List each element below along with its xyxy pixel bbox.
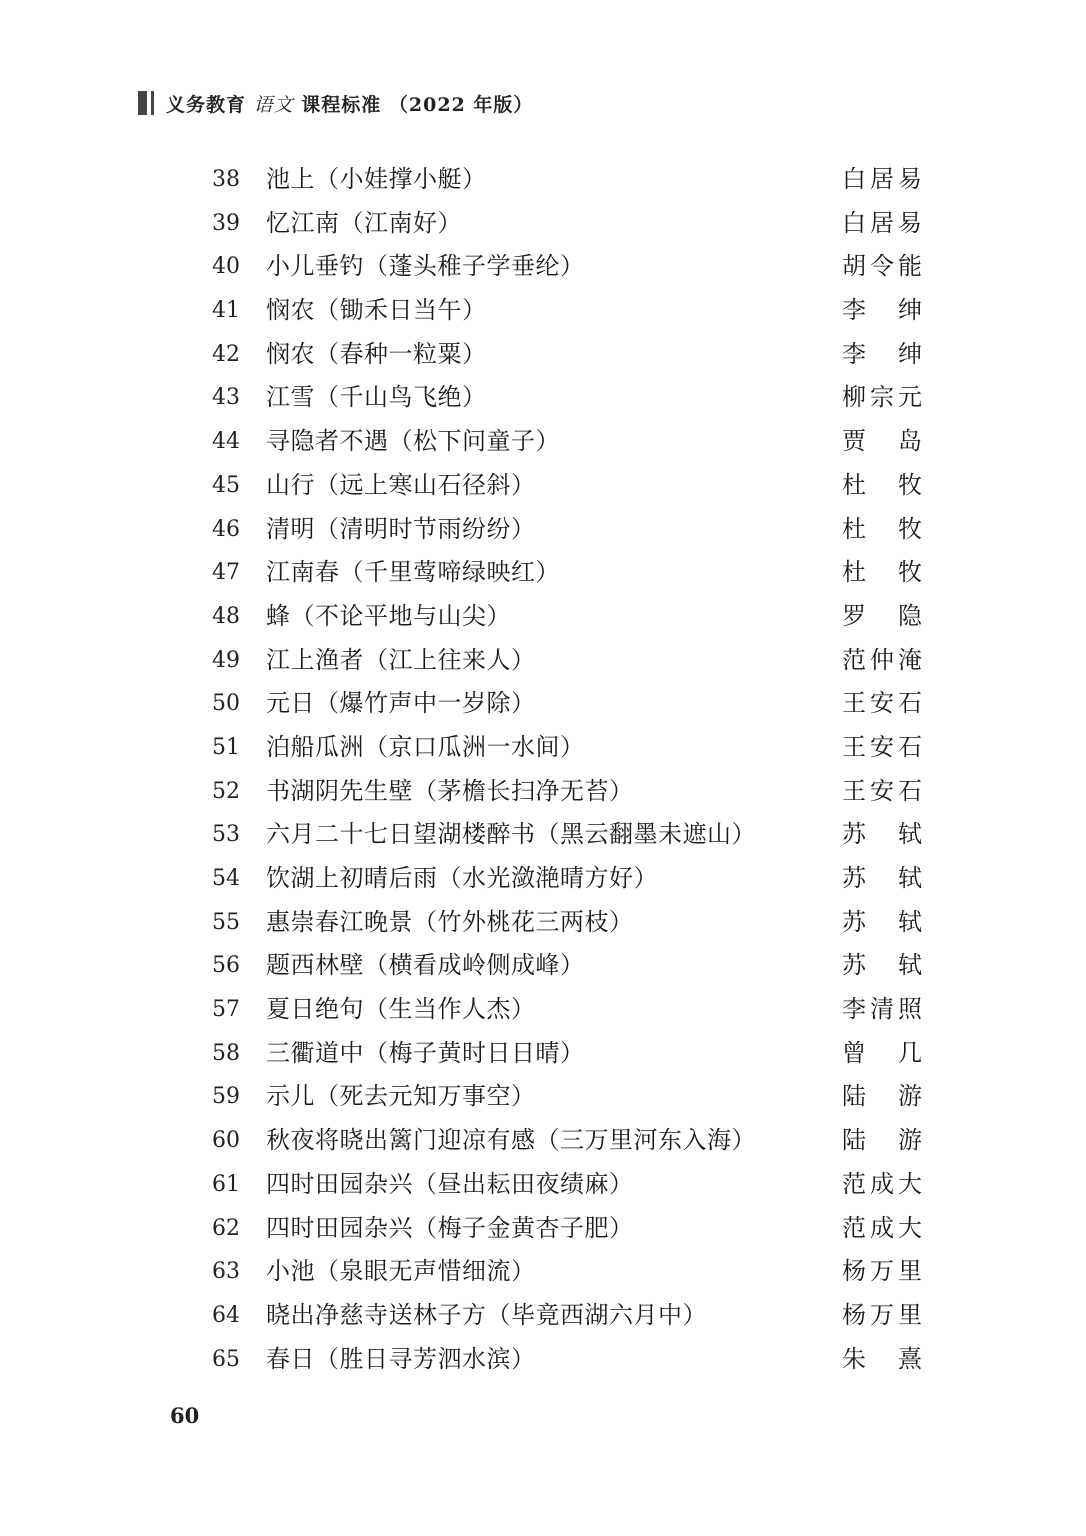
entry-title: 晓出净慈寺送林子方（毕竟西湖六月中） <box>266 1300 707 1329</box>
entry-number: 40 <box>212 254 240 280</box>
list-item <box>0 770 1086 814</box>
entry-title: 悯农（锄禾日当午） <box>266 296 487 325</box>
list-item <box>0 508 1086 552</box>
entry-author: 朱 熹 <box>842 1344 922 1373</box>
entry-author: 陆 游 <box>842 1082 922 1111</box>
entry-author: 胡令能 <box>842 252 922 281</box>
entry-number: 52 <box>212 778 240 804</box>
entry-title: 四时田园杂兴（梅子金黄杏子肥） <box>266 1213 634 1242</box>
entry-author: 杨万里 <box>842 1300 922 1329</box>
entry-author: 柳宗元 <box>842 383 922 412</box>
list-item <box>0 376 1086 420</box>
entry-title: 江雪（千山鸟飞绝） <box>266 383 487 412</box>
entry-number: 42 <box>212 341 240 367</box>
entry-number: 54 <box>212 866 240 891</box>
list-item <box>0 289 1086 333</box>
entry-author: 杜 牧 <box>842 470 922 499</box>
entry-number: 50 <box>212 691 240 717</box>
list-item <box>0 1163 1086 1207</box>
list-item <box>0 726 1086 770</box>
entry-title: 示儿（死去元知万事空） <box>266 1082 536 1111</box>
entry-title: 春日（胜日寻芳泗水滨） <box>266 1344 536 1373</box>
entry-title: 小儿垂钓（蓬头稚子学垂纶） <box>266 252 585 281</box>
list-item <box>0 857 1086 901</box>
entry-number: 43 <box>212 385 240 411</box>
poem-list <box>0 158 1086 1381</box>
entry-author: 苏 轼 <box>842 820 922 849</box>
entry-title: 江南春（千里莺啼绿映红） <box>266 558 560 587</box>
entry-author: 李 绅 <box>842 296 922 325</box>
list-item <box>0 1075 1086 1119</box>
running-header <box>138 88 533 118</box>
entry-author: 杜 牧 <box>842 558 922 587</box>
entry-author: 王安石 <box>842 776 922 805</box>
list-item <box>0 420 1086 464</box>
list-item <box>0 639 1086 683</box>
entry-number: 62 <box>212 1215 240 1241</box>
entry-author: 杨万里 <box>842 1257 922 1286</box>
entry-title: 六月二十七日望湖楼醉书（黑云翻墨未遮山） <box>266 820 756 849</box>
entry-number: 61 <box>212 1171 240 1197</box>
list-item <box>0 158 1086 202</box>
header-title <box>166 90 533 117</box>
entry-number: 51 <box>212 734 240 760</box>
list-item <box>0 1294 1086 1338</box>
list-item <box>0 202 1086 246</box>
entry-title: 山行（远上寒山石径斜） <box>266 470 536 499</box>
entry-author: 李清照 <box>842 995 922 1024</box>
entry-title: 题西林壁（横看成岭侧成峰） <box>266 951 585 980</box>
list-item <box>0 901 1086 945</box>
entry-title: 元日（爆竹声中一岁除） <box>266 689 536 718</box>
entry-title: 泊船瓜洲（京口瓜洲一水间） <box>266 732 585 761</box>
entry-number: 64 <box>212 1302 240 1328</box>
entry-title: 饮湖上初晴后雨（水光潋滟晴方好） <box>266 864 658 892</box>
entry-number: 39 <box>212 210 240 236</box>
entry-number: 41 <box>212 298 240 324</box>
entry-number: 44 <box>212 429 240 455</box>
list-item <box>0 682 1086 726</box>
entry-author: 苏 轼 <box>842 951 922 980</box>
list-item <box>0 988 1086 1032</box>
entry-number: 55 <box>212 909 240 935</box>
entry-title: 惠崇春江晚景（竹外桃花三两枝） <box>266 907 634 936</box>
list-item <box>0 464 1086 508</box>
list-item <box>0 551 1086 595</box>
list-item <box>0 595 1086 639</box>
entry-title: 忆江南（江南好） <box>266 208 462 237</box>
entry-title: 夏日绝句（生当作人杰） <box>266 995 536 1024</box>
entry-number: 57 <box>212 997 240 1023</box>
entry-title: 四时田园杂兴（昼出耘田夜绩麻） <box>266 1169 634 1198</box>
list-item <box>0 1119 1086 1163</box>
entry-author: 罗 隐 <box>842 601 922 630</box>
list-item <box>0 245 1086 289</box>
entry-title: 秋夜将晓出篱门迎凉有感（三万里河东入海） <box>266 1126 756 1155</box>
entry-number: 48 <box>212 603 240 629</box>
entry-number: 58 <box>212 1040 240 1066</box>
entry-title: 池上（小娃撑小艇） <box>266 165 487 193</box>
entry-author: 曾 几 <box>842 1038 922 1067</box>
entry-number: 38 <box>212 167 240 192</box>
entry-number: 65 <box>212 1346 240 1372</box>
header-bar-icon <box>138 91 154 115</box>
entry-number: 63 <box>212 1259 240 1285</box>
entry-author: 陆 游 <box>842 1126 922 1155</box>
entry-author: 苏 轼 <box>842 864 922 892</box>
entry-title: 蜂（不论平地与山尖） <box>266 601 511 630</box>
list-item <box>0 1032 1086 1076</box>
entry-title: 小池（泉眼无声惜细流） <box>266 1257 536 1286</box>
entry-author: 贾 岛 <box>842 427 922 456</box>
list-item <box>0 1250 1086 1294</box>
entry-author: 范成大 <box>842 1213 922 1242</box>
entry-number: 59 <box>212 1084 240 1110</box>
entry-title: 清明（清明时节雨纷纷） <box>266 514 536 543</box>
entry-number: 60 <box>212 1128 240 1154</box>
header-prefix: 义务教育 <box>166 93 247 116</box>
entry-author: 白居易 <box>842 208 922 237</box>
list-item <box>0 1338 1086 1382</box>
entry-title: 三衢道中（梅子黄时日日晴） <box>266 1038 585 1067</box>
entry-title: 寻隐者不遇（松下问童子） <box>266 427 560 456</box>
list-item <box>0 944 1086 988</box>
list-item <box>0 333 1086 377</box>
entry-number: 45 <box>212 472 240 498</box>
entry-author: 杜 牧 <box>842 514 922 543</box>
entry-number: 47 <box>212 560 240 586</box>
page-number: 60 <box>170 1403 200 1428</box>
list-item <box>0 813 1086 857</box>
list-item <box>0 1207 1086 1251</box>
entry-author: 苏 轼 <box>842 907 922 936</box>
entry-number: 56 <box>212 953 240 979</box>
entry-author: 白居易 <box>842 165 922 193</box>
entry-number: 46 <box>212 516 240 542</box>
header-rest: 课程标准 （2022 年版） <box>301 93 534 116</box>
header-subject: 语文 <box>253 93 294 116</box>
entry-author: 王安石 <box>842 689 922 718</box>
entry-number: 53 <box>212 822 240 848</box>
entry-author: 范仲淹 <box>842 645 922 674</box>
entry-number: 49 <box>212 647 240 673</box>
entry-title: 江上渔者（江上往来人） <box>266 645 536 674</box>
entry-author: 李 绅 <box>842 339 922 368</box>
entry-author: 王安石 <box>842 732 922 761</box>
entry-author: 范成大 <box>842 1169 922 1198</box>
entry-title: 悯农（春种一粒粟） <box>266 339 487 368</box>
entry-title: 书湖阴先生壁（茅檐长扫净无苔） <box>266 776 634 805</box>
